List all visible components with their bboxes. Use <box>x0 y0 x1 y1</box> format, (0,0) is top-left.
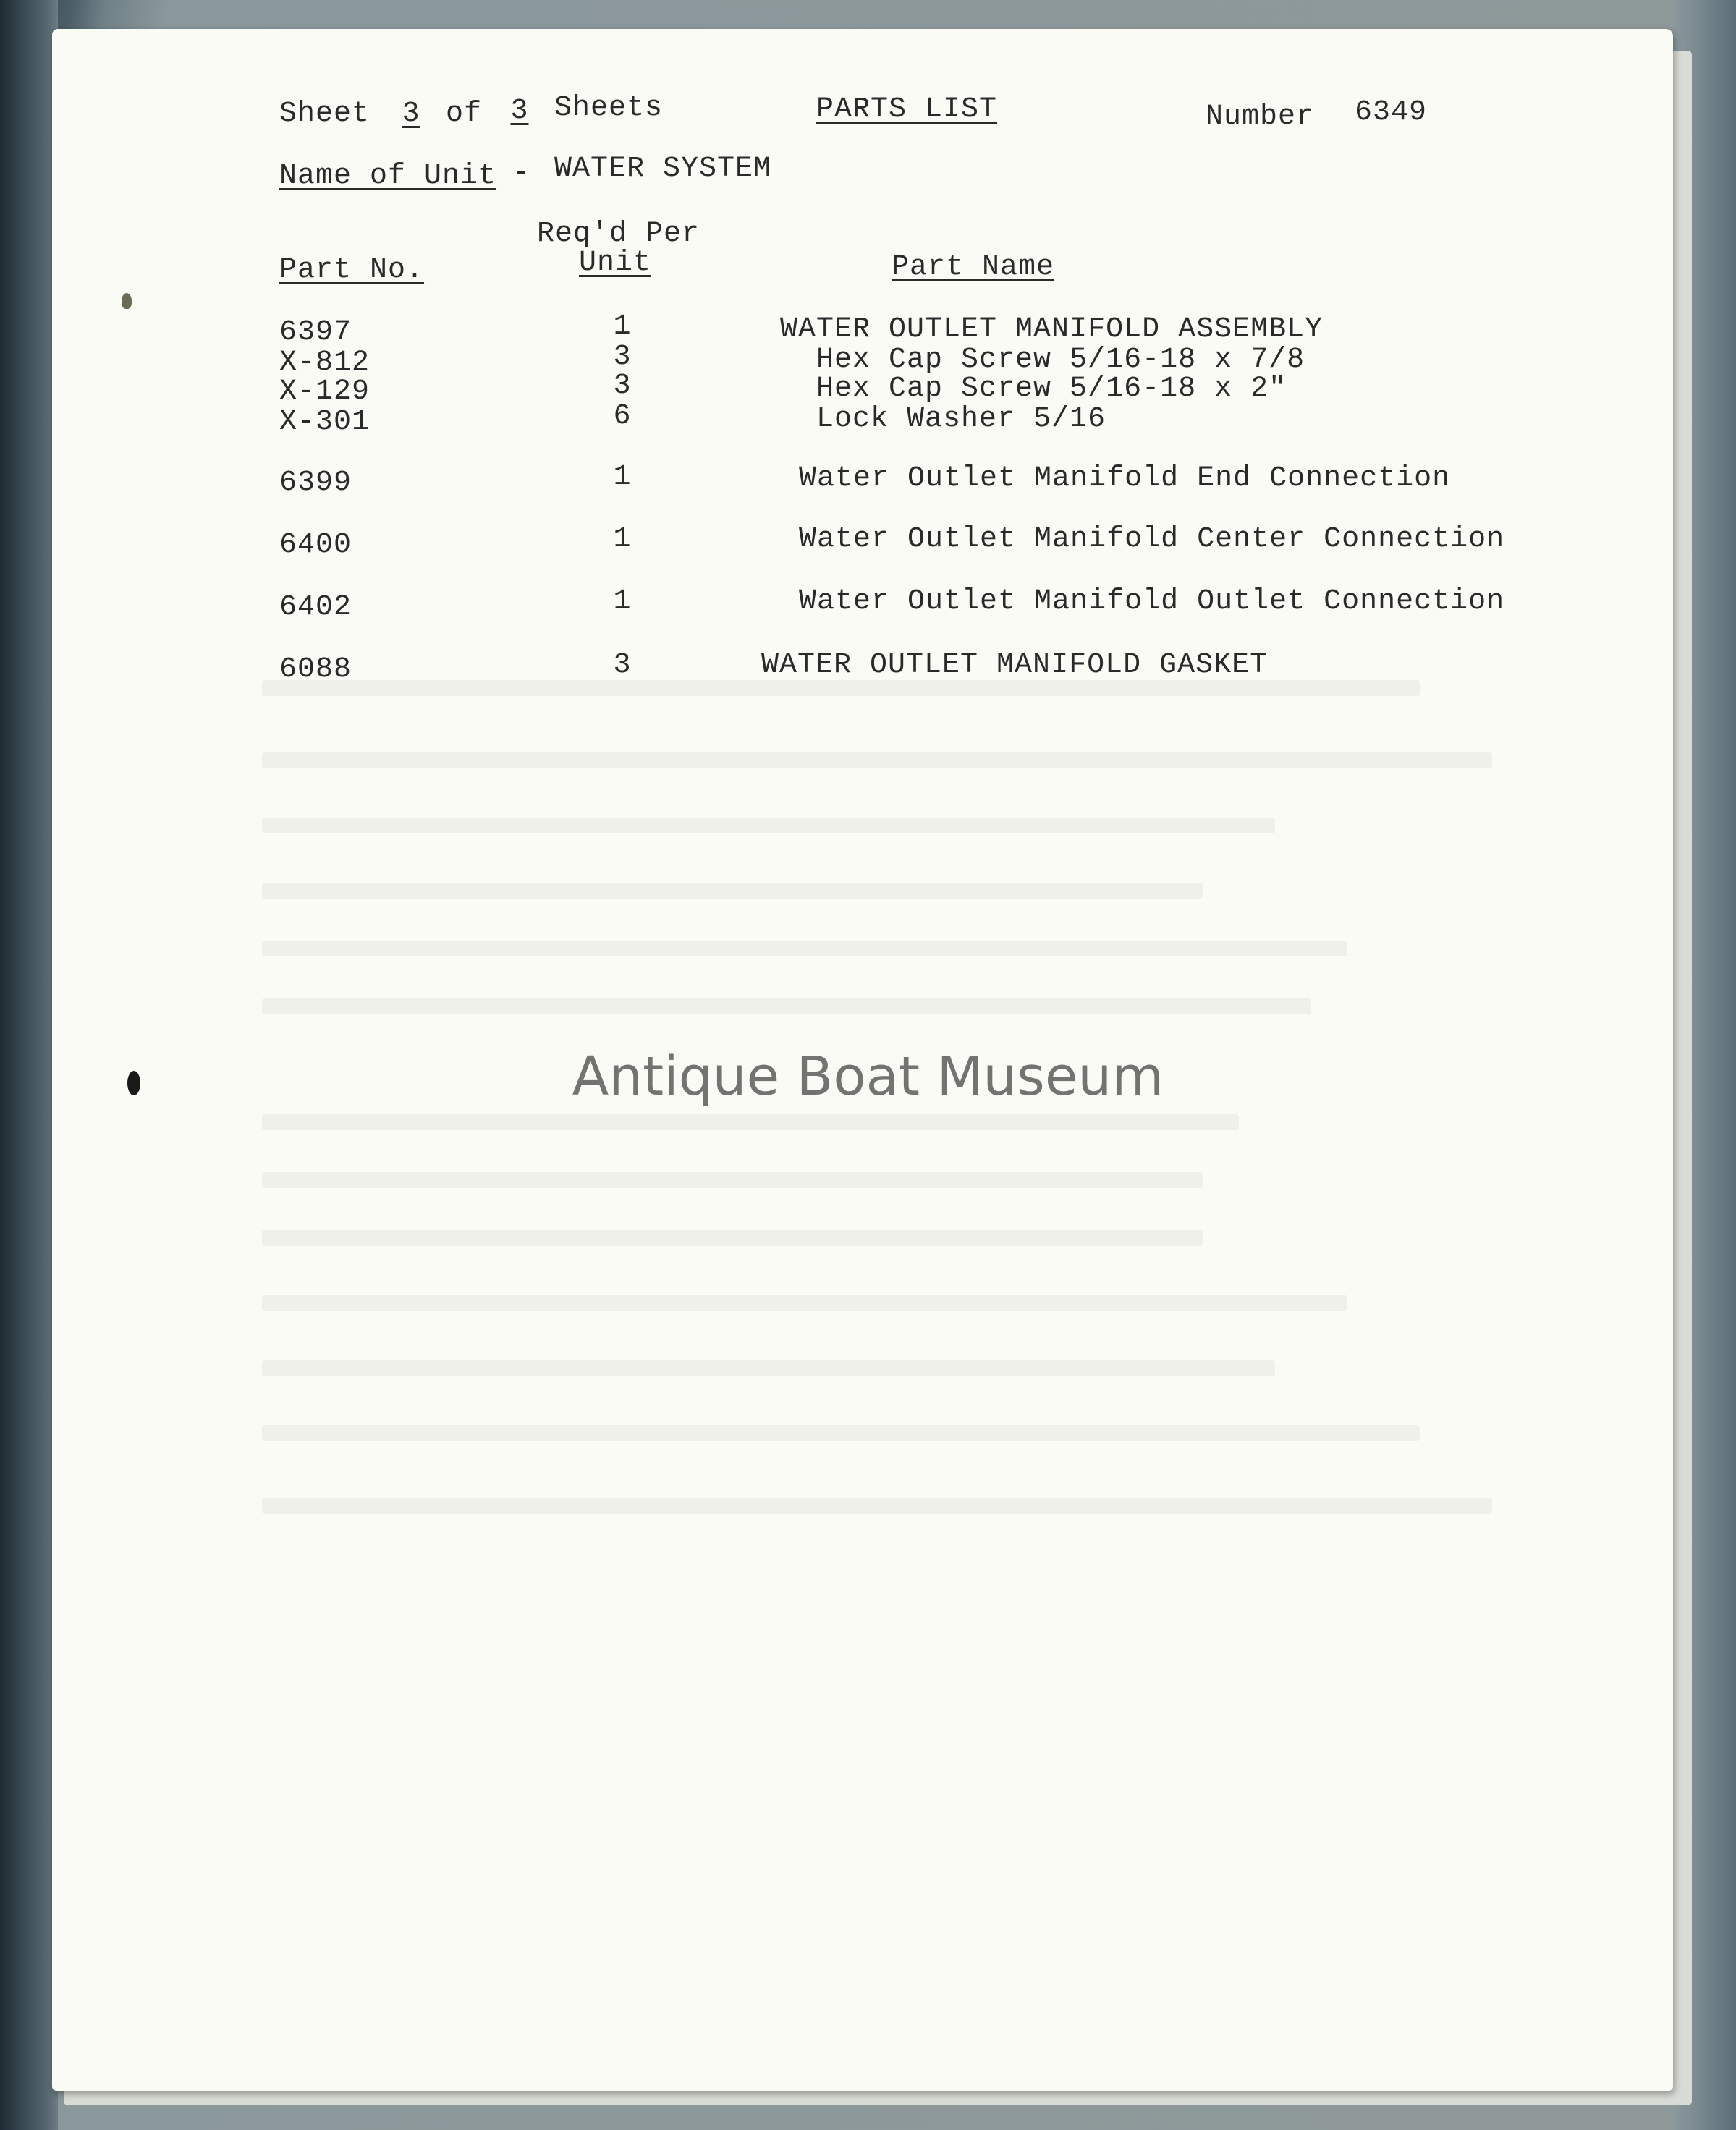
quantity: 3 <box>613 341 632 373</box>
part-number: 6397 <box>279 316 352 349</box>
quantity: 1 <box>613 461 632 493</box>
bleed-through-line <box>262 1425 1420 1441</box>
quantity: 1 <box>613 523 632 556</box>
quantity: 3 <box>613 649 632 682</box>
part-number: X-301 <box>279 406 371 438</box>
paper-mark <box>122 293 132 309</box>
part-number: 6399 <box>279 467 352 499</box>
of-label: of <box>446 98 483 130</box>
unit-label: Name of Unit <box>279 160 497 192</box>
bleed-through-line <box>262 1498 1492 1514</box>
bleed-through-line <box>262 1295 1347 1311</box>
column-header-unit: Unit <box>579 247 652 279</box>
part-name: WATER OUTLET MANIFOLD GASKET <box>761 649 1269 682</box>
part-name: Lock Washer 5/16 <box>816 403 1106 436</box>
quantity: 6 <box>613 400 632 433</box>
bleed-through-line <box>262 1172 1203 1188</box>
part-name: Water Outlet Manifold Outlet Connection <box>799 585 1505 618</box>
bleed-through-line <box>262 680 1420 696</box>
bleed-through-line <box>262 1360 1275 1376</box>
part-number: 6400 <box>279 529 352 561</box>
document-title: PARTS LIST <box>816 93 998 126</box>
bleed-through-line <box>262 1230 1203 1246</box>
part-name: WATER OUTLET MANIFOLD ASSEMBLY <box>780 313 1324 346</box>
part-name: Water Outlet Manifold End Connection <box>799 462 1451 495</box>
column-header-reqd: Req'd Per <box>537 218 700 250</box>
sheet-total: 3 <box>510 95 529 127</box>
sheet-number: 3 <box>402 98 420 130</box>
sheets-label: Sheets <box>554 92 664 124</box>
quantity: 3 <box>613 370 632 402</box>
column-header-part-no: Part No. <box>279 254 425 287</box>
bleed-through-line <box>262 998 1311 1014</box>
unit-separator: - <box>512 157 531 190</box>
bleed-through-line <box>262 883 1203 899</box>
sheet-label: Sheet <box>279 98 371 130</box>
part-name: Water Outlet Manifold Center Connection <box>799 523 1505 556</box>
part-number: 6088 <box>279 653 352 686</box>
bleed-through-line <box>262 818 1275 833</box>
number-label: Number <box>1206 101 1315 133</box>
quantity: 1 <box>613 310 632 343</box>
unit-name: WATER SYSTEM <box>554 153 772 185</box>
part-name: Hex Cap Screw 5/16-18 x 7/8 <box>816 344 1305 376</box>
bleed-through-line <box>262 941 1347 956</box>
bleed-through-line <box>262 1114 1239 1130</box>
part-number: X-812 <box>279 347 371 379</box>
part-number: X-129 <box>279 375 371 408</box>
part-name: Hex Cap Screw 5/16-18 x 2" <box>816 373 1287 405</box>
watermark: Antique Boat Museum <box>572 1045 1164 1108</box>
bleed-through-line <box>262 752 1492 768</box>
column-header-part-name: Part Name <box>892 251 1055 284</box>
quantity: 1 <box>613 585 632 618</box>
part-number: 6402 <box>279 591 352 624</box>
document-number: 6349 <box>1355 96 1428 129</box>
